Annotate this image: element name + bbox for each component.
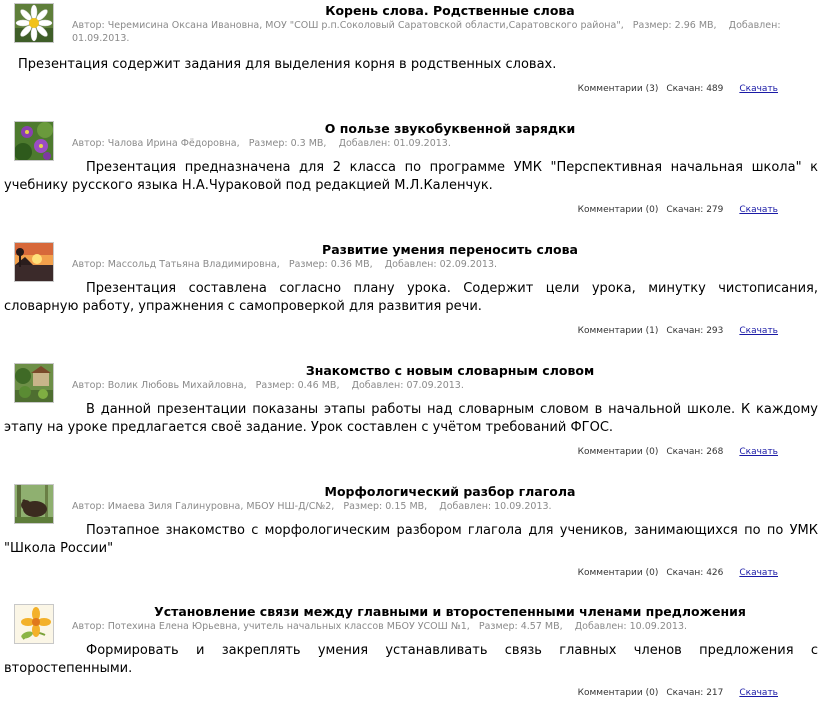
comments-link[interactable] <box>578 688 659 698</box>
comments-label: Комментарии <box>577 84 643 94</box>
garden-house-icon[interactable] <box>14 363 54 403</box>
added-label: Добавлен: <box>384 259 437 270</box>
size-label: Размер: <box>343 501 383 512</box>
author-value: Имаева Зиля Галинуровна, МБОУ НШ-Д/С№2, <box>107 501 335 512</box>
yellow-flower-icon[interactable] <box>14 604 54 644</box>
material-description: В данной презентации показаны этапы работы над словарным словом в начальной школе. К каждому этапу на уроке предлагается своё задание. Урок составлен с учётом требований ФГОС. <box>4 402 818 435</box>
download-link[interactable]: Скачать <box>739 84 778 94</box>
material-title[interactable]: О пользе звукобуквенной зарядки <box>324 121 576 136</box>
material-description: Презентация содержит задания для выделения корня в родственных словах. <box>18 57 557 72</box>
material-title[interactable]: Знакомство с новым словарным словом <box>305 363 595 378</box>
downloads-label: Скачан: <box>666 205 704 215</box>
material-meta <box>72 19 820 45</box>
material-title[interactable]: Морфологический разбор глагола <box>324 484 576 499</box>
size-label: Размер: <box>248 138 288 149</box>
comments-count: (0) <box>645 205 659 215</box>
comments-label: Комментарии <box>577 688 643 698</box>
comments-link[interactable] <box>578 84 659 94</box>
author-label: Автор: <box>72 621 105 632</box>
comments-link[interactable] <box>578 326 659 336</box>
comments-label: Комментарии <box>577 447 643 457</box>
added-value: 10.09.2013. <box>629 621 688 632</box>
material-meta <box>72 137 820 150</box>
comments-link[interactable] <box>578 205 659 215</box>
material-footer <box>578 83 778 95</box>
material-meta <box>72 620 820 633</box>
size-label: Размер: <box>632 20 672 31</box>
downloads-label: Скачан: <box>666 568 704 578</box>
material-entry <box>0 360 831 480</box>
comments-link[interactable] <box>578 568 659 578</box>
material-description: Поэтапное знакомство с морфологическим разбором глагола для учеников, занимающихся по по УМК "Школа России" <box>4 523 818 556</box>
downloads-label: Скачан: <box>666 688 704 698</box>
size-value: 0.15 MB, <box>385 501 428 512</box>
download-link[interactable]: Скачать <box>739 447 778 457</box>
size-value: 4.57 MB, <box>520 621 563 632</box>
comments-label: Комментарии <box>577 326 643 336</box>
sunset-landscape-icon[interactable] <box>14 242 54 282</box>
material-meta <box>72 258 820 271</box>
author-label: Автор: <box>72 380 105 391</box>
added-label: Добавлен: <box>574 621 627 632</box>
comments-count: (1) <box>645 326 659 336</box>
size-value: 0.46 MB, <box>297 380 340 391</box>
material-meta <box>72 500 820 513</box>
material-description: Презентация составлена согласно плану урока. Содержит цели урока, минутку чистописания, словарную работу, упражнения с самопроверкой для развития речи. <box>4 281 818 314</box>
material-footer <box>578 446 778 458</box>
comments-count: (0) <box>645 447 659 457</box>
downloads-count: 268 <box>706 447 724 457</box>
author-label: Автор: <box>72 501 105 512</box>
added-value: 10.09.2013. <box>494 501 552 512</box>
comments-label: Комментарии <box>577 205 643 215</box>
downloads-label: Скачан: <box>666 326 704 336</box>
material-meta <box>72 379 820 392</box>
size-value: 0.3 MB, <box>290 138 327 149</box>
comments-link[interactable] <box>578 447 659 457</box>
material-entry <box>0 0 831 120</box>
author-value: Черемисина Оксана Ивановна, МОУ "СОШ р.п.Соколовый Саратовской области,Саратовского района", <box>107 20 624 31</box>
download-link[interactable]: Скачать <box>739 326 778 336</box>
added-label: Добавлен: <box>728 20 781 31</box>
comments-label: Комментарии <box>577 568 643 578</box>
author-value: Волик Любовь Михайловна, <box>107 380 247 391</box>
added-value: 01.09.2013. <box>72 33 130 44</box>
comments-count: (0) <box>645 688 659 698</box>
comments-count: (3) <box>645 84 659 94</box>
added-value: 07.09.2013. <box>406 380 464 391</box>
author-label: Автор: <box>72 20 105 31</box>
comments-count: (0) <box>645 568 659 578</box>
material-entry <box>0 239 831 359</box>
material-title[interactable]: Развитие умения переносить слова <box>322 242 578 257</box>
material-description: Презентация предназначена для 2 класса по программе УМК "Перспективная начальная школа" к учебнику русского языка Н.А.Чураковой под редакцией М.Л.Каленчук. <box>4 160 818 193</box>
material-entry <box>0 481 831 601</box>
author-label: Автор: <box>72 259 105 270</box>
downloads-count: 426 <box>706 568 724 578</box>
author-value: Массольд Татьяна Владимировна, <box>107 259 280 270</box>
size-label: Размер: <box>288 259 328 270</box>
downloads-count: 293 <box>706 326 724 336</box>
author-value: Потехина Елена Юрьевна, учитель начальных классов МБОУ УСОШ №1, <box>107 621 470 632</box>
size-label: Размер: <box>255 380 295 391</box>
downloads-count: 489 <box>706 84 724 94</box>
material-description: Формировать и закреплять умения устанавливать связь главных членов предложения с второстепенными. <box>4 643 818 676</box>
downloads-count: 279 <box>706 205 724 215</box>
material-title[interactable]: Корень слова. Родственные слова <box>325 3 575 18</box>
added-value: 01.09.2013. <box>393 138 451 149</box>
purple-flowers-icon[interactable] <box>14 121 54 161</box>
material-title[interactable]: Установление связи между главными и второстепенными членами предложения <box>154 604 746 619</box>
material-entry <box>0 118 831 238</box>
download-link[interactable]: Скачать <box>739 688 778 698</box>
added-label: Добавлен: <box>351 380 404 391</box>
chamomile-flower-icon[interactable] <box>14 3 54 43</box>
author-value: Чалова Ирина Фёдоровна, <box>107 138 240 149</box>
downloads-label: Скачан: <box>666 447 704 457</box>
added-label: Добавлен: <box>338 138 391 149</box>
material-entry <box>0 601 831 721</box>
size-value: 0.36 MB, <box>330 259 373 270</box>
bear-in-forest-icon[interactable] <box>14 484 54 524</box>
added-value: 02.09.2013. <box>439 259 498 270</box>
downloads-count: 217 <box>706 688 724 698</box>
material-footer <box>578 687 778 699</box>
material-footer <box>578 204 778 216</box>
author-label: Автор: <box>72 138 105 149</box>
download-link[interactable]: Скачать <box>739 568 778 578</box>
size-label: Размер: <box>478 621 518 632</box>
material-footer <box>578 325 778 337</box>
added-label: Добавлен: <box>439 501 492 512</box>
material-footer <box>578 567 778 579</box>
download-link[interactable]: Скачать <box>739 205 778 215</box>
size-value: 2.96 MB, <box>674 20 717 31</box>
downloads-label: Скачан: <box>666 84 704 94</box>
